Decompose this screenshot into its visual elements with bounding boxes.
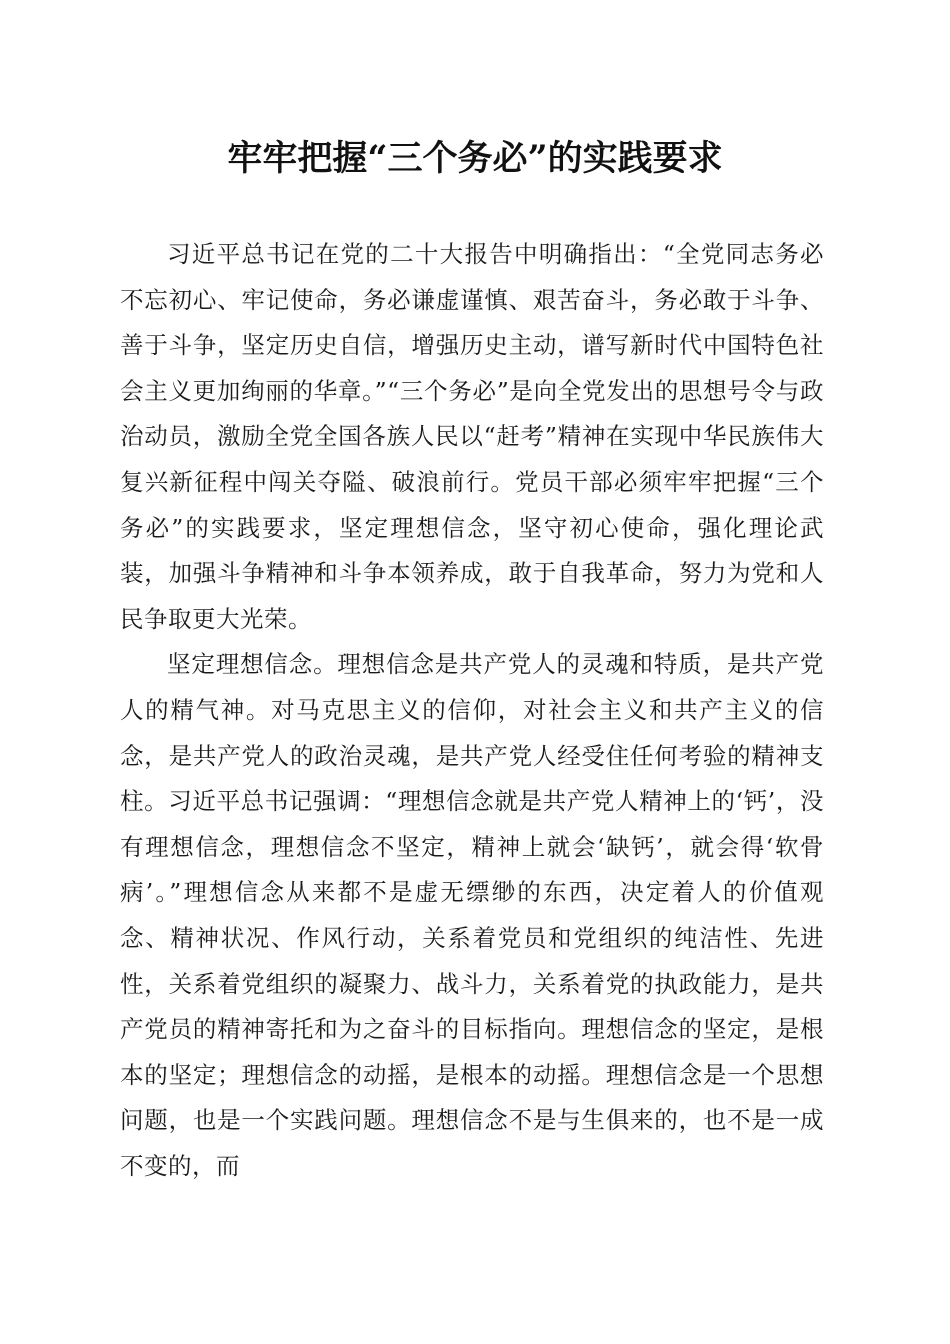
document-body (120, 232, 824, 1189)
paragraph: 习近平总书记在党的二十大报告中明确指出：“全党同志务必不忘初心、牢记使命，务必谦虚谨慎、艰苦奋斗，务必敢于斗争、善于斗争，坚定历史自信，增强历史主动，谱写新时代中国特色社会主义更加绚丽的华章。”“三个务必”是向全党发出的思想号令与政治动员，激励全党全国各族人民以“赶考”精神在实现中华民族伟大复兴新征程中闯关夺隘、破浪前行。党员干部必须牢牢把握“三个务必”的实践要求，坚定理想信念，坚守初心使命，强化理论武装，加强斗争精神和斗争本领养成，敢于自我革命，努力为党和人民争取更大光荣。 (120, 240, 824, 633)
paragraph: 坚定理想信念。理想信念是共产党人的灵魂和特质，是共产党人的精气神。对马克思主义的信仰，对社会主义和共产主义的信念，是共产党人的政治灵魂，是共产党人经受住任何考验的精神支柱。习近平总书记强调：“理想信念就是共产党人精神上的‘钙’，没有理想信念，理想信念不坚定，精神上就会‘缺钙’，就会得‘软骨病’。”理想信念从来都不是虚无缥缈的东西，决定着人的价值观念、精神状况、作风行动，关系着党员和党组织的纯洁性、先进性，关系着党组织的凝聚力、战斗力，关系着党的执政能力，是共产党员的精神寄托和为之奋斗的目标指向。理想信念的坚定，是根本的坚定；理想信念的动摇，是根本的动摇。理想信念是一个思想问题，也是一个实践问题。理想信念不是与生俱来的，也不是一成不变的，而 (120, 650, 824, 1180)
document-title: 牢牢把握“三个务必”的实践要求 (227, 138, 723, 179)
